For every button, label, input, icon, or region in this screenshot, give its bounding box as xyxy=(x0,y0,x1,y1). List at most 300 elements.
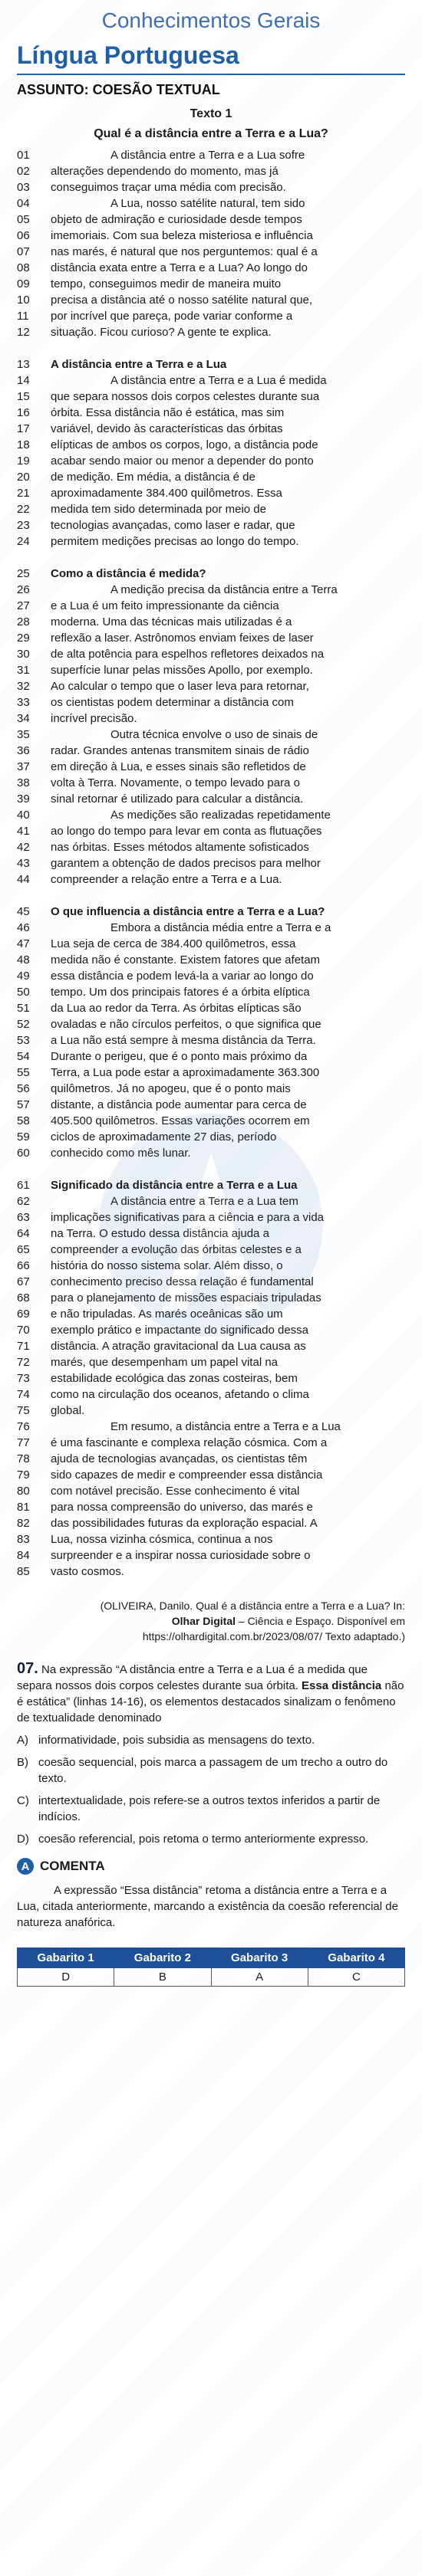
text-line xyxy=(17,1129,405,1145)
section-header: Conhecimentos Gerais xyxy=(101,8,321,32)
text-line xyxy=(17,1354,405,1370)
line-text: em direção à Lua, e esses sinais são refletidos de xyxy=(51,760,306,773)
topic-title: ASSUNTO: COESÃO TEXTUAL xyxy=(17,82,220,97)
line-number: 63 xyxy=(17,1211,30,1224)
line-number: 64 xyxy=(17,1227,30,1240)
text-line xyxy=(17,614,405,630)
line-text: variável, devido às características das órbitas xyxy=(51,422,283,435)
line-text: das possibilidades futuras da exploração espacial. A xyxy=(51,1517,318,1530)
text-line xyxy=(17,1226,405,1242)
line-text: tempo. Um dos principais fatores é a órbita elíptica xyxy=(51,986,310,999)
line-text: permitem medições precisas ao longo do tempo. xyxy=(51,535,299,548)
line-text: distante, a distância pode aumentar para cerca de xyxy=(51,1098,307,1111)
comment-header xyxy=(17,1858,405,1875)
line-text: quilômetros. Já no apogeu, que é o ponto mais xyxy=(51,1082,291,1095)
line-text: situação. Ficou curioso? A gente te explica. xyxy=(51,326,272,339)
line-number: 54 xyxy=(17,1050,30,1063)
line-text: tecnologias avançadas, como laser e radar, que xyxy=(51,519,295,532)
text-line xyxy=(17,694,405,710)
text-line xyxy=(17,244,405,260)
option-text: coesão referencial, pois retoma o termo anteriormente expresso. xyxy=(38,1833,369,1846)
line-text: é uma fascinante e complexa relação cósmica. Com a xyxy=(51,1436,328,1449)
line-text: essa distância e podem levá-la a variar ao longo do xyxy=(51,970,314,983)
text-line xyxy=(17,1467,405,1483)
text-line xyxy=(17,437,405,453)
line-text: Embora a distância média entre a Terra e a xyxy=(110,921,331,934)
subject-title: Língua Portuguesa xyxy=(17,40,405,75)
line-text: precisa a distância até o nosso satélite natural que, xyxy=(51,294,313,307)
line-text: para o planejamento de missões espaciais tripuladas xyxy=(51,1291,321,1304)
text-line xyxy=(17,1370,405,1386)
reference-line-2 xyxy=(17,1613,405,1629)
text-line xyxy=(17,485,405,501)
text-line xyxy=(17,855,405,871)
line-number: 59 xyxy=(17,1130,30,1144)
line-number: 49 xyxy=(17,970,30,983)
line-number: 37 xyxy=(17,760,30,773)
text-line xyxy=(17,1065,405,1081)
line-text: elípticas de ambos os corpos, logo, a distância pode xyxy=(51,438,318,451)
line-number: 78 xyxy=(17,1452,30,1465)
text-line xyxy=(17,163,405,179)
line-number: 65 xyxy=(17,1243,30,1256)
line-text: ciclos de aproximadamente 27 dias, período xyxy=(51,1130,277,1144)
text-line xyxy=(17,1032,405,1048)
line-text: objeto de admiração e curiosidade desde tempos xyxy=(51,213,302,226)
text-line xyxy=(17,1081,405,1097)
line-text: ovaladas e não círculos perfeitos, o que significa que xyxy=(51,1018,321,1031)
question-stem-bold: Essa distância xyxy=(302,1679,382,1692)
line-text: A distância entre a Terra e a Lua xyxy=(51,358,227,371)
line-number: 66 xyxy=(17,1259,30,1272)
line-text: ao longo do tempo para levar em conta as flutuações xyxy=(51,825,322,838)
line-text: história do nosso sistema solar. Além disso, o xyxy=(51,1259,283,1272)
line-text: 405.500 quilômetros. Essas variações ocorrem em xyxy=(51,1114,310,1127)
numbered-text xyxy=(17,147,405,1580)
text-line xyxy=(17,1209,405,1226)
text-line xyxy=(17,260,405,276)
text-line xyxy=(17,823,405,839)
line-number: 07 xyxy=(17,245,30,258)
line-number: 45 xyxy=(17,905,30,918)
text-line xyxy=(17,952,405,968)
line-number: 26 xyxy=(17,583,30,596)
text-line xyxy=(17,871,405,888)
text-line xyxy=(17,389,405,405)
answer-key-value: B xyxy=(114,1968,211,1987)
line-text: por incrível que pareça, pode variar conforme a xyxy=(51,310,293,323)
line-number: 05 xyxy=(17,213,30,226)
text-line xyxy=(17,1403,405,1419)
line-number: 84 xyxy=(17,1549,30,1562)
line-number: 11 xyxy=(17,310,29,323)
line-number: 77 xyxy=(17,1436,30,1449)
line-number: 43 xyxy=(17,857,30,870)
line-number: 25 xyxy=(17,567,30,580)
line-text: Em resumo, a distância entre a Terra e a Lua xyxy=(110,1420,341,1433)
line-number: 53 xyxy=(17,1034,30,1047)
line-text: os cientistas podem determinar a distância com xyxy=(51,696,294,709)
answer-key-table xyxy=(17,1948,405,1987)
text-line xyxy=(17,1274,405,1290)
option-letter: B) xyxy=(17,1756,28,1769)
text-line xyxy=(17,582,405,598)
question-number: 07. xyxy=(17,1660,38,1677)
line-text: distância exata entre a Terra e a Lua? Ao longo do xyxy=(51,261,308,274)
text-line xyxy=(17,791,405,807)
line-number: 08 xyxy=(17,261,30,274)
answer-key-value: D xyxy=(18,1968,114,1987)
answer-key-value: C xyxy=(308,1968,404,1987)
text-line xyxy=(17,1322,405,1338)
text-line xyxy=(17,453,405,469)
line-number: 21 xyxy=(17,487,30,500)
line-number: 41 xyxy=(17,825,30,838)
line-text: O que influencia a distância entre a Terra e a Lua? xyxy=(51,905,325,918)
answer-key-header: Gabarito 3 xyxy=(211,1948,308,1968)
line-text: exemplo prático e impactante do significado dessa xyxy=(51,1324,309,1337)
line-text: aproximadamente 384.400 quilômetros. Essa xyxy=(51,487,282,500)
text-line xyxy=(17,212,405,228)
text-line xyxy=(17,662,405,678)
text-line xyxy=(17,936,405,952)
line-text: A distância entre a Terra e a Lua tem xyxy=(110,1195,298,1208)
paragraph-gap xyxy=(17,340,405,356)
text-line xyxy=(17,1097,405,1113)
line-number: 76 xyxy=(17,1420,30,1433)
line-number: 81 xyxy=(17,1501,30,1514)
option-text: intertextualidade, pois refere-se a outros textos inferidos a partir de indícios. xyxy=(38,1794,381,1823)
line-text: Lua, nossa vizinha cósmica, continua a nos xyxy=(51,1533,273,1546)
text-line xyxy=(17,1386,405,1403)
line-text: alterações dependendo do momento, mas já xyxy=(51,165,279,178)
line-number: 62 xyxy=(17,1195,30,1208)
line-text: surpreender e a inspirar nossa curiosidade sobre o xyxy=(51,1549,311,1562)
text-line xyxy=(17,1193,405,1209)
line-number: 68 xyxy=(17,1291,30,1304)
line-text: volta à Terra. Novamente, o tempo levado para o xyxy=(51,776,300,789)
option-text: informatividade, pois subsidia as mensagens do texto. xyxy=(38,1734,315,1747)
option-a[interactable] xyxy=(17,1732,405,1748)
line-text: moderna. Uma das técnicas mais utilizadas é a xyxy=(51,615,292,628)
text-line xyxy=(17,598,405,614)
line-text: marés, que desempenham um papel vital na xyxy=(51,1356,279,1369)
text-line xyxy=(17,533,405,550)
line-text: global. xyxy=(51,1404,85,1417)
line-text: incrível precisão. xyxy=(51,712,137,725)
text-line xyxy=(17,775,405,791)
line-text: compreender a relação entre a Terra e a Lua. xyxy=(51,873,282,886)
answer-key-header: Gabarito 4 xyxy=(308,1948,404,1968)
line-number: 04 xyxy=(17,197,30,210)
line-number: 48 xyxy=(17,953,30,966)
line-text: Outra técnica envolve o uso de sinais de xyxy=(110,728,318,741)
text-line xyxy=(17,1000,405,1016)
line-text: sido capazes de medir e compreender essa distância xyxy=(51,1468,323,1482)
option-b[interactable] xyxy=(17,1754,405,1787)
text-line xyxy=(17,1451,405,1467)
line-text: sinal retornar é utilizado para calcular a distância. xyxy=(51,792,304,806)
line-number: 46 xyxy=(17,921,30,934)
text-label: Texto 1 xyxy=(190,107,232,120)
line-number: 42 xyxy=(17,841,30,854)
line-number: 03 xyxy=(17,181,30,194)
line-text: A Lua, nosso satélite natural, tem sido xyxy=(110,197,305,210)
line-number: 57 xyxy=(17,1098,30,1111)
line-text: com notável precisão. Esse conhecimento é vital xyxy=(51,1485,300,1498)
text-line xyxy=(17,421,405,437)
line-text: superfície lunar pelas missões Apollo, por exemplo. xyxy=(51,664,313,677)
question-stem-part-1: Na expressão “A distância entre a Terra e a Lua é a medida que separa nossos dois corpos celestes durante sua órbita. xyxy=(17,1663,368,1692)
line-text: Durante o perigeu, que é o ponto mais próximo da xyxy=(51,1050,308,1063)
text-line xyxy=(17,1113,405,1129)
line-number: 27 xyxy=(17,599,30,612)
line-text: órbita. Essa distância não é estática, mas sim xyxy=(51,406,285,419)
text-line xyxy=(17,276,405,292)
line-number: 33 xyxy=(17,696,30,709)
line-text: distância. A atração gravitacional da Lua causa as xyxy=(51,1340,306,1353)
line-number: 09 xyxy=(17,277,30,290)
section-heading-line xyxy=(17,904,405,920)
option-d[interactable] xyxy=(17,1831,405,1847)
text-line xyxy=(17,501,405,517)
text-line xyxy=(17,517,405,533)
line-text: Ao calcular o tempo que o laser leva para retornar, xyxy=(51,680,309,693)
line-number: 35 xyxy=(17,728,30,741)
line-text: estabilidade ecológica das zonas costeiras, bem xyxy=(51,1372,298,1385)
line-text: e não tripuladas. As marés oceânicas são um xyxy=(51,1308,283,1321)
text-line xyxy=(17,1290,405,1306)
line-number: 50 xyxy=(17,986,30,999)
answer-key-header-row xyxy=(18,1948,405,1968)
line-text: Terra, a Lua pode estar a aproximadamente 363.300 xyxy=(51,1066,320,1079)
line-number: 12 xyxy=(17,326,30,339)
line-number: 39 xyxy=(17,792,30,806)
text-line xyxy=(17,324,405,340)
answer-key-values-row xyxy=(18,1968,405,1987)
text-line xyxy=(17,984,405,1000)
comment-text: A expressão “Essa distância” retoma a distância entre a Terra e a Lua, citada anteriormente, marcando a existência da coesão referencial de natureza anafórica. xyxy=(17,1884,398,1929)
line-number: 23 xyxy=(17,519,30,532)
text-line xyxy=(17,1499,405,1515)
answer-key-header: Gabarito 2 xyxy=(114,1948,211,1968)
line-text: radar. Grandes antenas transmitem sinais de rádio xyxy=(51,744,309,757)
line-text: acabar sendo maior ou menor a depender do ponto xyxy=(51,454,314,468)
line-text: na Terra. O estudo dessa distância ajuda a xyxy=(51,1227,269,1240)
option-letter: A) xyxy=(17,1734,28,1747)
line-number: 24 xyxy=(17,535,30,548)
line-number: 15 xyxy=(17,390,30,403)
line-text: tempo, conseguimos medir de maneira muito xyxy=(51,277,282,290)
line-text: ajuda de tecnologias avançadas, os cientistas têm xyxy=(51,1452,308,1465)
text-line xyxy=(17,195,405,212)
text-line xyxy=(17,228,405,244)
line-text: da Lua ao redor da Terra. As órbitas elípticas são xyxy=(51,1002,302,1015)
line-text: reflexão a laser. Astrônomos enviam feixes de laser xyxy=(51,632,314,645)
line-text: imemoriais. Com sua beleza misteriosa e influência xyxy=(51,229,313,242)
text-line xyxy=(17,1145,405,1161)
line-number: 01 xyxy=(17,149,30,162)
option-letter: D) xyxy=(17,1833,29,1846)
text-line xyxy=(17,147,405,163)
line-number: 17 xyxy=(17,422,30,435)
line-text: para nossa compreensão do universo, das marés e xyxy=(51,1501,313,1514)
line-text: nas marés, é natural que nos perguntemos: qual é a xyxy=(51,245,318,258)
text-line xyxy=(17,1242,405,1258)
text-line xyxy=(17,727,405,743)
text-line xyxy=(17,710,405,727)
line-number: 73 xyxy=(17,1372,30,1385)
line-number: 71 xyxy=(17,1340,30,1353)
line-number: 79 xyxy=(17,1468,30,1482)
text-line xyxy=(17,678,405,694)
reference-line-1: (OLIVEIRA, Danilo. Qual é a distância entre a Terra e a Lua? In: xyxy=(100,1600,405,1612)
line-number: 18 xyxy=(17,438,30,451)
line-text: conhecimento preciso dessa relação é fundamental xyxy=(51,1275,314,1288)
line-number: 85 xyxy=(17,1565,30,1578)
line-number: 82 xyxy=(17,1517,30,1530)
reference xyxy=(17,1598,405,1644)
text-line xyxy=(17,743,405,759)
line-number: 80 xyxy=(17,1485,30,1498)
line-number: 55 xyxy=(17,1066,30,1079)
text-line xyxy=(17,292,405,308)
text-line xyxy=(17,630,405,646)
text-line xyxy=(17,1531,405,1547)
text-line xyxy=(17,372,405,389)
line-number: 38 xyxy=(17,776,30,789)
text-line xyxy=(17,1547,405,1564)
text-line xyxy=(17,1306,405,1322)
line-text: e a Lua é um feito impressionante da ciência xyxy=(51,599,279,612)
text-line xyxy=(17,1048,405,1065)
text-line xyxy=(17,405,405,421)
line-number: 58 xyxy=(17,1114,30,1127)
line-text: que separa nossos dois corpos celestes durante sua xyxy=(51,390,320,403)
line-number: 31 xyxy=(17,664,30,677)
line-text: A distância entre a Terra e a Lua é medida xyxy=(110,374,327,387)
line-number: 44 xyxy=(17,873,30,886)
option-text: coesão sequencial, pois marca a passagem de um trecho a outro do texto. xyxy=(38,1756,388,1785)
line-number: 10 xyxy=(17,294,30,307)
line-number: 20 xyxy=(17,471,30,484)
text-line xyxy=(17,179,405,195)
line-number: 34 xyxy=(17,712,30,725)
reference-line-2-rest: – Ciência e Espaço. Disponível em xyxy=(236,1615,405,1627)
line-text: compreender a evolução das órbitas celestes e a xyxy=(51,1243,302,1256)
line-text: nas órbitas. Esses métodos altamente sofisticados xyxy=(51,841,309,854)
question-stem-part-2: não é estática” (linhas 14-16), os elementos destacados sinalizam o fenômeno de textualidade denominado xyxy=(17,1679,404,1724)
text-line xyxy=(17,1258,405,1274)
text-line xyxy=(17,839,405,855)
text-line xyxy=(17,1515,405,1531)
text-line xyxy=(17,1564,405,1580)
line-number: 74 xyxy=(17,1388,30,1401)
line-number: 51 xyxy=(17,1002,30,1015)
section-heading-line xyxy=(17,1177,405,1193)
reference-line-3: https://olhardigital.com.br/2023/08/07/ Texto adaptado.) xyxy=(142,1630,405,1642)
line-text: medida não é constante. Existem fatores que afetam xyxy=(51,953,321,966)
line-number: 61 xyxy=(17,1179,30,1192)
text-line xyxy=(17,1435,405,1451)
text-title: Qual é a distância entre a Terra e a Lua? xyxy=(94,127,328,140)
line-text: Lua seja de cerca de 384.400 quilômetros, essa xyxy=(51,937,296,950)
line-text: conhecido como mês lunar. xyxy=(51,1147,191,1160)
line-number: 40 xyxy=(17,809,30,822)
line-text: Como a distância é medida? xyxy=(51,567,206,580)
question-stem xyxy=(17,1661,405,1726)
line-number: 30 xyxy=(17,648,30,661)
line-number: 36 xyxy=(17,744,30,757)
line-number: 69 xyxy=(17,1308,30,1321)
paragraph-gap xyxy=(17,550,405,566)
text-line xyxy=(17,1419,405,1435)
paragraph-gap xyxy=(17,1161,405,1177)
line-number: 14 xyxy=(17,374,30,387)
line-number: 72 xyxy=(17,1356,30,1369)
section-heading-line xyxy=(17,566,405,582)
line-number: 06 xyxy=(17,229,30,242)
text-line xyxy=(17,807,405,823)
line-number: 28 xyxy=(17,615,30,628)
line-text: garantem a obtenção de dados precisos para melhor xyxy=(51,857,321,870)
line-text: implicações significativas para a ciência e para a vida xyxy=(51,1211,325,1224)
paragraph-gap xyxy=(17,888,405,904)
text-line xyxy=(17,1483,405,1499)
line-number: 22 xyxy=(17,503,30,516)
line-number: 67 xyxy=(17,1275,30,1288)
answer-key-header: Gabarito 1 xyxy=(18,1948,114,1968)
line-number: 02 xyxy=(17,165,30,178)
text-line xyxy=(17,759,405,775)
line-text: de medição. Em média, a distância é de xyxy=(51,471,256,484)
comment-label: COMENTA xyxy=(40,1859,105,1873)
answer-key-value: A xyxy=(211,1968,308,1987)
line-text: conseguimos traçar uma média com precisão. xyxy=(51,181,286,194)
comment-logo-icon: A xyxy=(17,1858,34,1875)
option-c[interactable] xyxy=(17,1793,405,1825)
line-text: As medições são realizadas repetidamente xyxy=(110,809,331,822)
line-number: 83 xyxy=(17,1533,30,1546)
line-text: medida tem sido determinada por meio de xyxy=(51,503,266,516)
line-text: A medição precisa da distância entre a Terra xyxy=(110,583,338,596)
line-number: 29 xyxy=(17,632,30,645)
line-number: 16 xyxy=(17,406,30,419)
line-number: 19 xyxy=(17,454,30,468)
text-line xyxy=(17,1016,405,1032)
text-line xyxy=(17,1338,405,1354)
line-number: 56 xyxy=(17,1082,30,1095)
text-line xyxy=(17,646,405,662)
line-text: A distância entre a Terra e a Lua sofre xyxy=(110,149,305,162)
line-number: 32 xyxy=(17,680,30,693)
line-text: vasto cosmos. xyxy=(51,1565,124,1578)
text-line xyxy=(17,308,405,324)
line-text: a Lua não está sempre à mesma distância da Terra. xyxy=(51,1034,316,1047)
line-number: 47 xyxy=(17,937,30,950)
line-number: 52 xyxy=(17,1018,30,1031)
option-letter: C) xyxy=(17,1794,29,1807)
line-number: 75 xyxy=(17,1404,30,1417)
line-text: Significado da distância entre a Terra e a Lua xyxy=(51,1179,298,1192)
reference-source: Olhar Digital xyxy=(171,1615,236,1627)
line-text: de alta potência para espelhos refletores deixados na xyxy=(51,648,325,661)
text-line xyxy=(17,968,405,984)
line-text: como na circulação dos oceanos, afetando o clima xyxy=(51,1388,309,1401)
line-number: 60 xyxy=(17,1147,30,1160)
section-heading-line xyxy=(17,356,405,372)
text-line xyxy=(17,920,405,936)
